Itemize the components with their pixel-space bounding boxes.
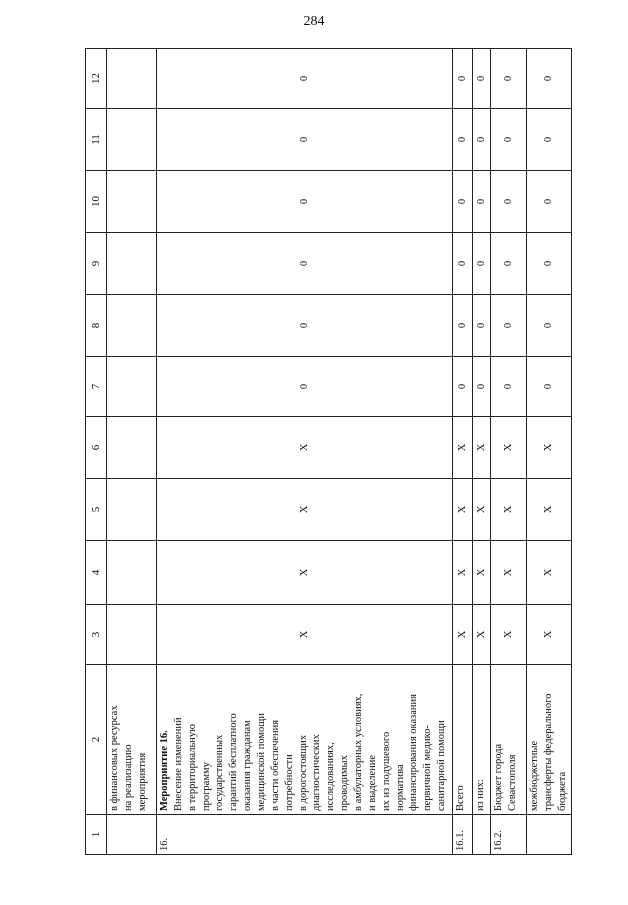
header-cell: 10 (86, 171, 107, 233)
table-cell: 0 (453, 49, 473, 109)
table-cell: X (527, 541, 572, 605)
header-cell: 6 (86, 417, 107, 479)
row-number (107, 815, 157, 855)
header-cell: 12 (86, 49, 107, 109)
table-cell: 0 (453, 109, 473, 171)
table-cell: 0 (157, 109, 453, 171)
table-cell (107, 49, 157, 109)
table-cell: 0 (527, 233, 572, 295)
table-cell: 0 (491, 49, 527, 109)
table-cell (107, 109, 157, 171)
table-cell: 0 (473, 357, 491, 417)
rotated-table-container (85, 49, 568, 855)
row-number (527, 815, 572, 855)
row-description: Всего (453, 665, 473, 815)
table-cell: X (157, 605, 453, 665)
table-cell: X (527, 605, 572, 665)
row-description: в финансовых ресурсах на реализацию мероприятия (107, 665, 157, 815)
table-cell (107, 479, 157, 541)
table-cell: X (453, 541, 473, 605)
table-row (157, 49, 453, 855)
row-number: 16. (157, 815, 453, 855)
row-number: 16.1. (453, 815, 473, 855)
table-row (453, 49, 473, 855)
table-cell: X (453, 479, 473, 541)
page-number: 284 (303, 14, 325, 29)
table-cell: 0 (157, 171, 453, 233)
row-number: 16.2. (491, 815, 527, 855)
table-cell: 0 (453, 357, 473, 417)
table-cell: X (473, 417, 491, 479)
table-cell: 0 (157, 49, 453, 109)
table-cell: X (491, 417, 527, 479)
table-cell: 0 (527, 171, 572, 233)
table-cell: X (157, 479, 453, 541)
header-row (86, 49, 107, 855)
table-cell (107, 357, 157, 417)
table-cell: 0 (473, 109, 491, 171)
table-row (527, 49, 572, 855)
table-cell: X (491, 605, 527, 665)
table-cell: X (157, 417, 453, 479)
row-description: Бюджет города Севастополя (491, 665, 527, 815)
table-cell: X (473, 541, 491, 605)
table-cell: 0 (527, 49, 572, 109)
table-cell: X (491, 479, 527, 541)
header-cell: 5 (86, 479, 107, 541)
row-number (473, 815, 491, 855)
table-cell: 0 (491, 171, 527, 233)
table-cell: 0 (473, 49, 491, 109)
table-cell: X (453, 417, 473, 479)
header-cell: 1 (86, 815, 107, 855)
header-cell: 3 (86, 605, 107, 665)
table-cell: 0 (453, 295, 473, 357)
table-cell: 0 (491, 233, 527, 295)
row-description: Мероприятие 16. Внесение изменений в территориальную программу государственных гарантий бесплатного оказания гражданам медицинской помощи в части обеспечения потребности в дорогостоящих диагностических исследованиях, проводимых в амбулаторных условиях, и выделение их из подушевого норматива финансирования оказания первичной медико- санитарной помощи (157, 665, 453, 815)
table-cell: X (473, 605, 491, 665)
table-cell: 0 (527, 109, 572, 171)
table-cell: X (527, 417, 572, 479)
header-cell: 7 (86, 357, 107, 417)
header-cell: 11 (86, 109, 107, 171)
table-cell (107, 605, 157, 665)
header-cell: 8 (86, 295, 107, 357)
table-cell: X (527, 479, 572, 541)
funding-table (85, 48, 572, 855)
table-cell: 0 (453, 233, 473, 295)
table-cell: X (473, 479, 491, 541)
table-cell (107, 541, 157, 605)
row-description: межбюджетные трансферты федерального бюджета (527, 665, 572, 815)
header-cell: 2 (86, 665, 107, 815)
table-cell (107, 171, 157, 233)
table-cell: 0 (473, 171, 491, 233)
table-cell: 0 (491, 357, 527, 417)
table-cell (107, 233, 157, 295)
table-row (473, 49, 491, 855)
row-description: из них: (473, 665, 491, 815)
table-cell (107, 295, 157, 357)
table-cell: 0 (157, 357, 453, 417)
table-cell: X (453, 605, 473, 665)
header-cell: 4 (86, 541, 107, 605)
table-row (107, 49, 157, 855)
table-cell: 0 (491, 109, 527, 171)
table-cell (107, 417, 157, 479)
table-cell: 0 (157, 233, 453, 295)
table-cell: 0 (527, 295, 572, 357)
table-cell: 0 (491, 295, 527, 357)
table-cell: 0 (473, 233, 491, 295)
table-cell: 0 (453, 171, 473, 233)
table-cell: 0 (473, 295, 491, 357)
table-cell: X (157, 541, 453, 605)
table-row (491, 49, 527, 855)
table-cell: 0 (157, 295, 453, 357)
header-cell: 9 (86, 233, 107, 295)
table-cell: X (491, 541, 527, 605)
table-cell: 0 (527, 357, 572, 417)
